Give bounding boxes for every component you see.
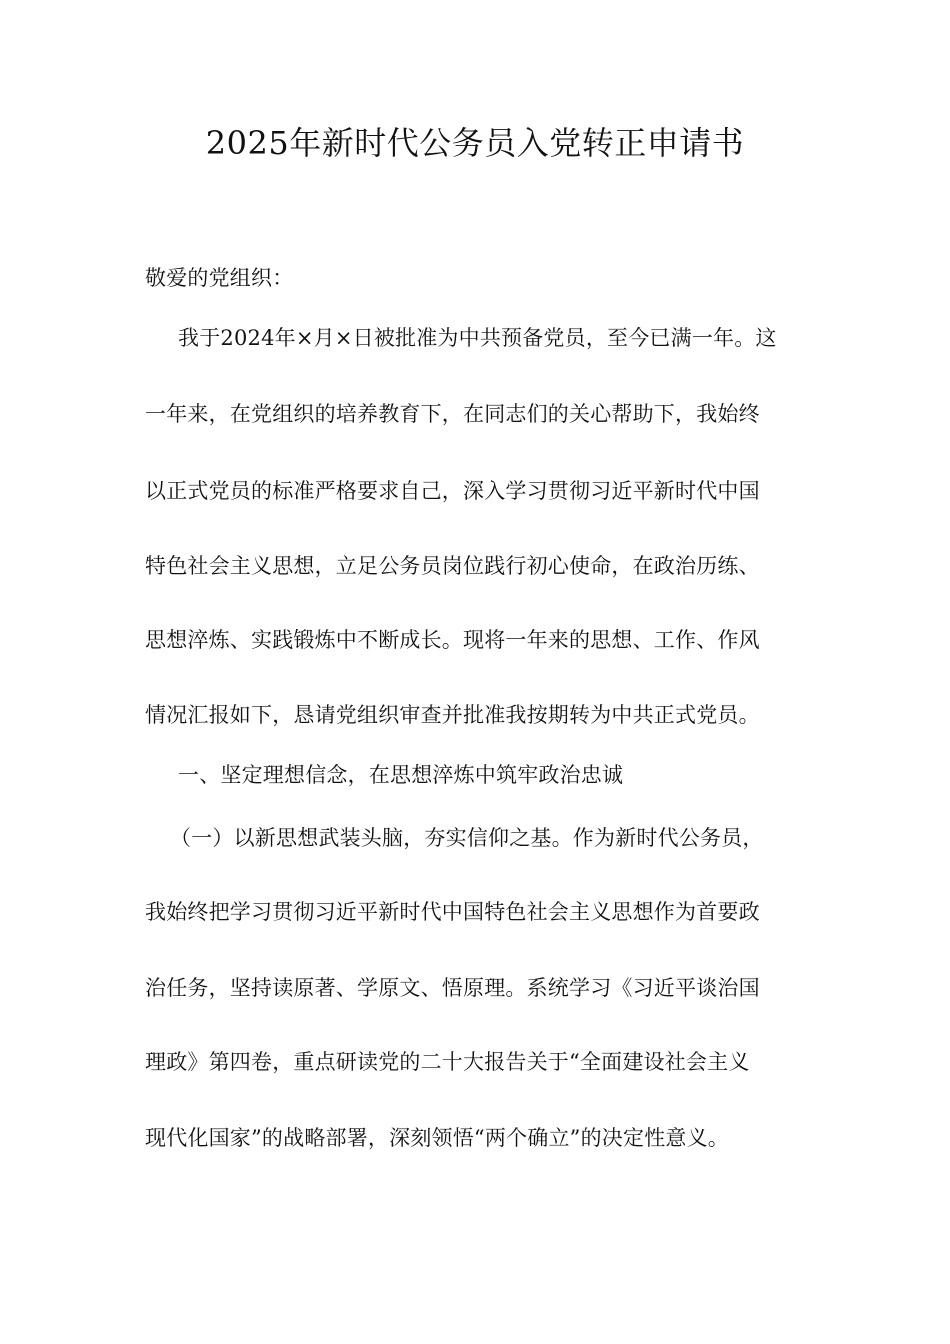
text-line: 理政》第四卷，重点研读党的二十大报告关于“全面建设社会主义 xyxy=(145,1050,750,1074)
text-line: 情况汇报如下，恳请党组织审查并批准我按期转为中共正式党员。 xyxy=(145,703,760,727)
text-line: 现代化国家”的战略部署，深刻领悟“两个确立”的决定性意义。 xyxy=(145,1126,730,1150)
salutation: 敬爱的党组织： xyxy=(145,266,294,290)
text-line: 治任务，坚持读原著、学原文、悟原理。系统学习《习近平谈治国 xyxy=(145,976,760,1000)
text-line: 以正式党员的标准严格要求自己，深入学习贯彻习近平新时代中国 xyxy=(145,479,760,503)
section-heading: 一、坚定理想信念，在思想淬炼中筑牢政治忠诚 xyxy=(178,763,624,787)
text-line: （一）以新思想武装头脑，夯实信仰之基。作为新时代公务员， xyxy=(170,826,764,850)
document-title: 2025年新时代公务员入党转正申请书 xyxy=(205,124,745,162)
text-line: 我于2024年×月×日被批准为中共预备党员，至今已满一年。这 xyxy=(178,326,777,350)
text-line: 一年来，在党组织的培养教育下，在同志们的关心帮助下，我始终 xyxy=(145,402,760,426)
text-line: 我始终把学习贯彻习近平新时代中国特色社会主义思想作为首要政 xyxy=(145,900,760,924)
text-line: 特色社会主义思想，立足公务员岗位践行初心使命，在政治历练、 xyxy=(145,554,760,578)
text-line: 思想淬炼、实践锻炼中不断成长。现将一年来的思想、工作、作风 xyxy=(145,628,760,652)
